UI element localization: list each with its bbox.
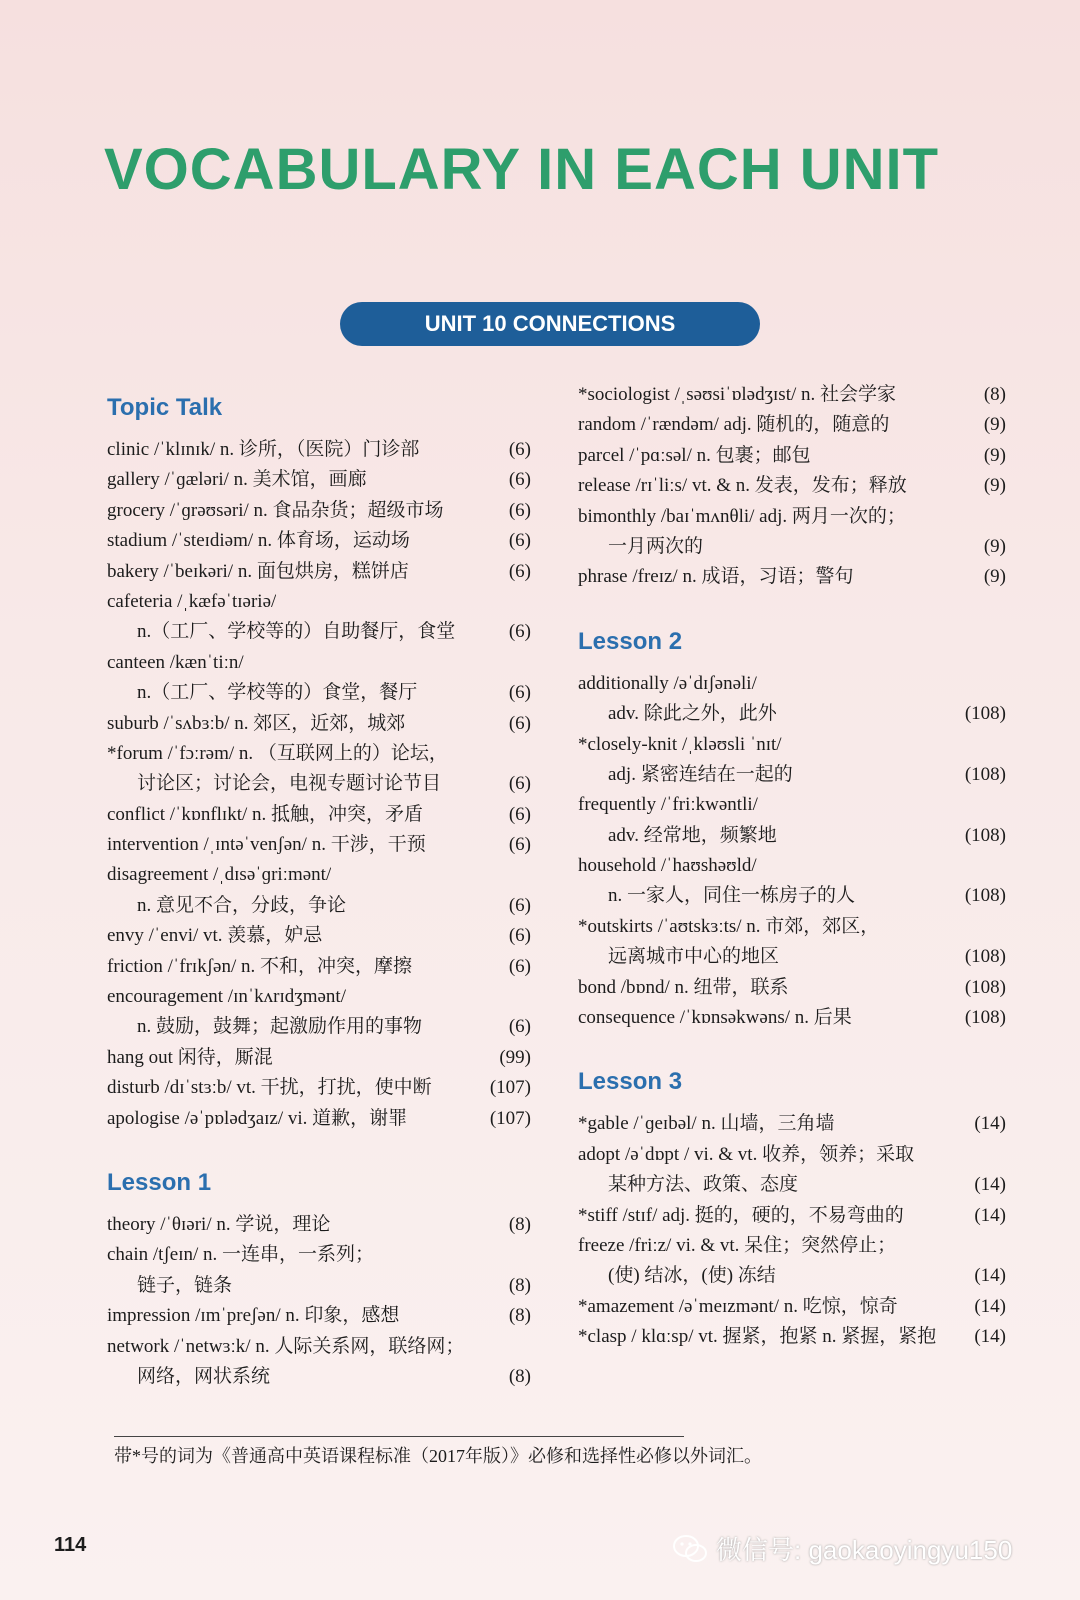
page-ref: (6): [508, 955, 531, 977]
vocab-text: encouragement /ɪnˈkʌrɪdʒmənt/: [107, 986, 346, 1008]
vocab-line: [107, 1301, 531, 1331]
vocab-line: [107, 435, 531, 465]
vocab-text: envy /ˈenvi/ vt. 羡慕，妒忌: [107, 925, 323, 947]
page-ref: (9): [983, 535, 1006, 557]
vocab-line: [107, 1271, 531, 1301]
vocab-line: [578, 1231, 1006, 1261]
page-ref: (6): [508, 803, 531, 825]
vocab-text: adopt /əˈdɒpt / vi. & vt. 收养，领养；采取: [578, 1143, 915, 1165]
section-title: Lesson 3: [578, 1068, 683, 1096]
vocab-line: [107, 648, 531, 678]
vocab-line: [578, 1003, 1006, 1033]
vocab-text: 某种方法、政策、态度: [608, 1174, 799, 1196]
vocab-text: 一月两次的: [608, 535, 704, 557]
vocab-line: [578, 790, 1006, 820]
vocab-line: [578, 1292, 1006, 1322]
page-ref: (99): [499, 1046, 531, 1068]
vocab-line: [107, 952, 531, 982]
vocab-line: [107, 1240, 531, 1270]
vocab-line: [107, 830, 531, 860]
vocab-line: [578, 942, 1006, 972]
vocab-text: *gable /ˈɡeɪbəl/ n. 山墙，三角墙: [578, 1113, 835, 1135]
page-ref: (14): [974, 1295, 1006, 1317]
vocab-text: n. 鼓励，鼓舞；起激励作用的事物: [137, 1016, 423, 1038]
vocab-line: [578, 471, 1006, 501]
watermark: [672, 1530, 1012, 1567]
page-ref: (6): [508, 773, 531, 795]
page-ref: (108): [964, 885, 1006, 907]
page-ref: (108): [964, 1007, 1006, 1029]
vocab-line: [107, 587, 531, 617]
vocab-text: *stiff /stɪf/ adj. 挺的，硬的，不易弯曲的: [578, 1204, 904, 1226]
page-ref: (8): [508, 1305, 531, 1327]
page-ref: (6): [508, 499, 531, 521]
vocab-line: [107, 617, 531, 647]
vocab-text: cafeteria /ˌkæfəˈtɪəriə/: [107, 590, 277, 612]
vocab-line: [107, 526, 531, 556]
page-ref: (8): [508, 1274, 531, 1296]
vocab-text: canteen /kænˈtiːn/: [107, 651, 244, 673]
page-ref: (108): [964, 976, 1006, 998]
vocab-text: additionally /əˈdɪʃənəli/: [578, 672, 757, 694]
vocab-text: *clasp / klɑːsp/ vt. 握紧，抱紧 n. 紧握，紧抱: [578, 1326, 937, 1348]
vocab-line: [107, 800, 531, 830]
vocab-text: grocery /ˈɡrəʊsəri/ n. 食品杂货；超级市场: [107, 499, 444, 521]
vocab-text: friction /ˈfrɪkʃən/ n. 不和，冲突，摩擦: [107, 955, 413, 977]
vocab-line: [107, 1073, 531, 1103]
section-title: Lesson 1: [107, 1168, 212, 1196]
right-column: [578, 380, 1006, 1353]
vocab-text: disturb /dɪˈstɜːb/ vt. 干扰，打扰，使中断: [107, 1077, 432, 1099]
vocab-text: bakery /ˈbeɪkəri/ n. 面包烘房，糕饼店: [107, 560, 409, 582]
page-ref: (9): [983, 414, 1006, 436]
vocab-line: [578, 760, 1006, 790]
vocab-line: [578, 1322, 1006, 1352]
vocab-text: bimonthly /baɪˈmʌnθli/ adj. 两月一次的；: [578, 505, 906, 527]
page-ref: (6): [508, 621, 531, 643]
page-ref: (107): [489, 1107, 531, 1129]
vocab-line: [578, 881, 1006, 911]
page-ref: (8): [983, 384, 1006, 405]
vocab-text: *amazement /əˈmeɪzmənt/ n. 吃惊，惊奇: [578, 1295, 898, 1317]
page-title: VOCABULARY IN EACH UNIT: [104, 137, 940, 202]
page-ref: (14): [974, 1174, 1006, 1196]
wechat-icon: [672, 1534, 708, 1564]
page-ref: (6): [508, 1016, 531, 1038]
vocab-line: [107, 709, 531, 739]
vocab-line: [107, 891, 531, 921]
vocab-text: *forum /ˈfɔːrəm/ n. （互联网上的）论坛，: [107, 742, 448, 764]
page-ref: (6): [508, 682, 531, 704]
page-ref: (9): [983, 475, 1006, 497]
vocab-text: random /ˈrændəm/ adj. 随机的，随意的: [578, 414, 890, 436]
vocab-text: disagreement /ˌdɪsəˈɡriːmənt/: [107, 864, 332, 886]
vocab-line: [578, 973, 1006, 1003]
vocab-line: [107, 1362, 531, 1392]
page-ref: (107): [489, 1077, 531, 1099]
vocab-text: clinic /ˈklɪnɪk/ n. 诊所，（医院）门诊部: [107, 439, 420, 460]
watermark-text: 微信号: gaokaoyingyu150: [716, 1535, 1013, 1565]
vocab-line: [578, 1170, 1006, 1200]
vocab-text: gallery /ˈɡæləri/ n. 美术馆，画廊: [107, 469, 367, 491]
page-ref: (8): [508, 1365, 531, 1387]
vocab-text: n. 一家人，同住一栋房子的人: [608, 885, 856, 907]
vocab-line: [578, 730, 1006, 760]
unit-banner: UNIT 10 CONNECTIONS: [340, 302, 760, 346]
vocab-line: [578, 912, 1006, 942]
page-ref: (6): [508, 530, 531, 552]
vocab-text: phrase /freɪz/ n. 成语，习语；警句: [578, 566, 854, 588]
vocab-line: [107, 496, 531, 526]
vocab-line: [107, 1104, 531, 1134]
vocab-line: [578, 441, 1006, 471]
vocab-line: [578, 1109, 1006, 1139]
vocab-text: conflict /ˈkɒnflɪkt/ n. 抵触，冲突，矛盾: [107, 803, 424, 825]
vocab-line: [107, 1332, 531, 1362]
vocab-text: n. 意见不合，分歧，争论: [137, 894, 347, 916]
page-ref: (108): [964, 824, 1006, 846]
page-ref: (6): [508, 894, 531, 916]
vocab-line: [578, 1140, 1006, 1170]
page-ref: (108): [964, 703, 1006, 725]
vocab-line: [107, 982, 531, 1012]
vocab-line: [107, 1210, 531, 1240]
vocab-text: release /rɪˈliːs/ vt. & n. 发表，发布；释放: [578, 475, 907, 497]
vocab-line: [578, 699, 1006, 729]
section-title: Topic Talk: [107, 394, 223, 421]
section-gap: [578, 593, 1006, 619]
vocab-line: [107, 921, 531, 951]
vocab-line: [578, 562, 1006, 592]
vocab-text: 网络，网状系统: [137, 1365, 271, 1387]
vocab-text: *outskirts /ˈaʊtskɜːts/ n. 市郊，郊区，: [578, 915, 880, 937]
vocab-line: [578, 380, 1006, 410]
vocab-text: (使) 结冰，(使) 冻结: [608, 1265, 776, 1287]
vocab-line: [107, 557, 531, 587]
page-ref: (108): [964, 946, 1006, 968]
page-ref: (14): [974, 1113, 1006, 1135]
vocab-text: freeze /friːz/ vi. & vt. 呆住；突然停止；: [578, 1234, 897, 1256]
vocab-line: [578, 669, 1006, 699]
page-ref: (6): [508, 925, 531, 947]
vocab-text: intervention /ˌɪntəˈvenʃən/ n. 干涉，干预: [107, 834, 426, 856]
vocab-text: 讨论区；讨论会，电视专题讨论节目: [137, 773, 442, 795]
vocab-line: [578, 502, 1006, 532]
page-ref: (14): [974, 1326, 1006, 1348]
footnote-divider: [114, 1436, 684, 1437]
vocab-line: [107, 769, 531, 799]
vocab-text: bond /bɒnd/ n. 纽带，联系: [578, 976, 789, 998]
vocab-line: [578, 532, 1006, 562]
vocab-text: n.（工厂、学校等的）食堂，餐厅: [137, 682, 418, 704]
page-ref: (9): [983, 444, 1006, 466]
vocab-text: adj. 紧密连结在一起的: [608, 763, 793, 785]
page-ref: (14): [974, 1204, 1006, 1226]
vocab-line: [107, 465, 531, 495]
vocab-text: 远离城市中心的地区: [608, 946, 780, 968]
vocab-line: [107, 1043, 531, 1073]
page-ref: (6): [508, 469, 531, 491]
vocab-text: *closely-knit /ˌkləʊsli ˈnɪt/: [578, 733, 782, 755]
vocab-line: [578, 1261, 1006, 1291]
page-ref: (14): [974, 1265, 1006, 1287]
vocab-text: suburb /ˈsʌbɜːb/ n. 郊区，近郊，城郊: [107, 712, 406, 734]
vocab-text: hang out 闲待，厮混: [107, 1046, 273, 1068]
page-ref: (108): [964, 763, 1006, 785]
page-ref: (6): [508, 439, 531, 460]
footnote: 带*号的词为《普通高中英语课程标准（2017年版）》必修和选择性必修以外词汇。: [114, 1446, 762, 1466]
section-title: Lesson 2: [578, 627, 683, 655]
section-gap: [578, 1033, 1006, 1059]
vocab-text: stadium /ˈsteɪdiəm/ n. 体育场，运动场: [107, 530, 410, 552]
vocab-text: n.（工厂、学校等的）自助餐厅，食堂: [137, 621, 456, 643]
section-gap: [107, 1134, 531, 1160]
vocab-text: consequence /ˈkɒnsəkwəns/ n. 后果: [578, 1007, 852, 1029]
vocab-text: *sociologist /ˌsəʊsiˈɒlədʒɪst/ n. 社会学家: [578, 384, 897, 405]
page-ref: (6): [508, 712, 531, 734]
vocab-text: network /ˈnetwɜːk/ n. 人际关系网，联络网；: [107, 1335, 465, 1357]
page-ref: (9): [983, 566, 1006, 588]
page-ref: (8): [508, 1213, 531, 1235]
vocab-text: household /ˈhaʊshəʊld/: [578, 855, 757, 877]
vocab-line: [578, 1201, 1006, 1231]
vocab-text: 链子，链条: [137, 1274, 233, 1296]
vocab-text: theory /ˈθɪəri/ n. 学说，理论: [107, 1213, 331, 1235]
page-ref: (6): [508, 834, 531, 856]
left-column: [107, 385, 531, 1392]
vocab-line: [578, 851, 1006, 881]
vocab-text: impression /ɪmˈpreʃən/ n. 印象，感想: [107, 1305, 400, 1327]
vocab-text: adv. 除此之外，此外: [608, 703, 777, 725]
vocab-line: [107, 739, 531, 769]
vocab-line: [107, 678, 531, 708]
vocab-line: [578, 410, 1006, 440]
vocab-text: adv. 经常地，频繁地: [608, 824, 777, 846]
vocab-text: chain /tʃeɪn/ n. 一连串，一系列；: [107, 1244, 375, 1266]
vocab-line: [107, 860, 531, 890]
vocab-line: [107, 1012, 531, 1042]
page-ref: (6): [508, 560, 531, 582]
vocab-text: parcel /ˈpɑːsəl/ n. 包裹；邮包: [578, 444, 811, 466]
page-number: 114: [54, 1534, 87, 1556]
vocab-text: frequently /ˈfriːkwəntli/: [578, 794, 758, 816]
vocab-line: [578, 821, 1006, 851]
vocab-text: apologise /əˈpɒlədʒaɪz/ vi. 道歉，谢罪: [107, 1107, 408, 1129]
